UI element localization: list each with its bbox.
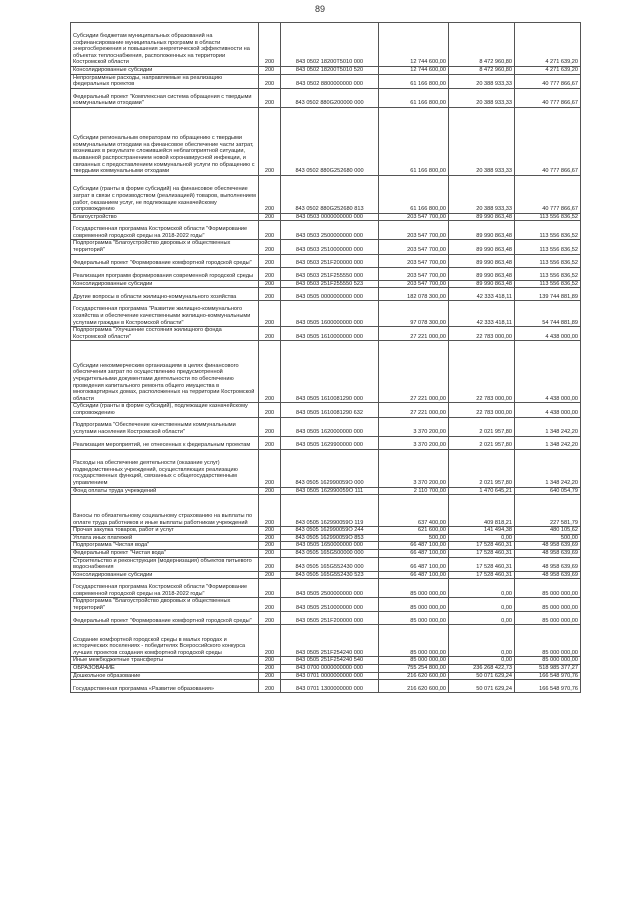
row-approved-cell: 500,00 bbox=[379, 534, 449, 542]
row-executed-cell: 17 528 460,31 bbox=[449, 542, 515, 550]
table-row bbox=[71, 267, 581, 280]
table-row bbox=[71, 557, 581, 571]
row-budget-code-cell: 843 0505 162990059О 111 bbox=[281, 487, 379, 495]
row-name-cell: Подпрограмма "Благоустройство дворовых и общественных территорий" bbox=[71, 598, 259, 612]
row-budget-code-cell: 843 0505 1620000000 000 bbox=[281, 417, 379, 436]
row-budget-code-cell: 843 0505 1610000000 000 bbox=[281, 327, 379, 341]
row-approved-cell: 27 221 000,00 bbox=[379, 341, 449, 403]
row-name-cell: Государственная программа Костромской области "Формирование современной городской среды на 2018-2022 годы" bbox=[71, 579, 259, 598]
table-row bbox=[71, 571, 581, 579]
row-approved-cell: 61 166 800,00 bbox=[379, 175, 449, 213]
row-line-code-cell: 200 bbox=[259, 680, 281, 693]
row-line-code-cell: 200 bbox=[259, 417, 281, 436]
table-row bbox=[71, 67, 581, 75]
row-budget-code-cell: 843 0701 1300000000 000 bbox=[281, 680, 379, 693]
row-budget-code-cell: 843 0505 162990059О 119 bbox=[281, 495, 379, 527]
row-remaining-cell: 48 958 639,69 bbox=[515, 571, 581, 579]
row-budget-code-cell: 843 0502 880G252680 813 bbox=[281, 175, 379, 213]
row-executed-cell: 50 071 629,24 bbox=[449, 672, 515, 680]
table-row bbox=[71, 74, 581, 88]
row-executed-cell: 42 333 418,11 bbox=[449, 288, 515, 301]
row-approved-cell: 203 547 700,00 bbox=[379, 221, 449, 240]
row-executed-cell: 0,00 bbox=[449, 612, 515, 625]
row-remaining-cell: 139 744 881,89 bbox=[515, 288, 581, 301]
row-line-code-cell: 200 bbox=[259, 327, 281, 341]
row-budget-code-cell: 843 0503 0000000000 000 bbox=[281, 213, 379, 221]
table-row bbox=[71, 612, 581, 625]
page-number: 89 bbox=[314, 4, 325, 14]
row-name-cell: Другие вопросы в области жилищно-коммунального хозяйства bbox=[71, 288, 259, 301]
table-row bbox=[71, 301, 581, 327]
row-remaining-cell: 113 556 836,52 bbox=[515, 240, 581, 254]
table-row bbox=[71, 579, 581, 598]
row-remaining-cell: 113 556 836,52 bbox=[515, 254, 581, 267]
row-approved-cell: 61 166 800,00 bbox=[379, 88, 449, 107]
row-line-code-cell: 200 bbox=[259, 495, 281, 527]
row-name-cell: Субсидии бюджетам муниципальных образований на софинансирование муниципальных программ в области энергосбережения и повышения энергетической эффективности на объектах теплоснабжения, расположенных на территории Костромской области bbox=[71, 23, 259, 67]
row-remaining-cell: 48 958 639,69 bbox=[515, 557, 581, 571]
row-line-code-cell: 200 bbox=[259, 288, 281, 301]
row-executed-cell: 2 021 957,80 bbox=[449, 436, 515, 449]
row-name-cell: Федеральный проект "Формирование комфортной городской среды" bbox=[71, 612, 259, 625]
row-approved-cell: 97 078 300,00 bbox=[379, 301, 449, 327]
row-name-cell: Консолидированные субсидии bbox=[71, 280, 259, 288]
row-executed-cell: 20 388 933,33 bbox=[449, 88, 515, 107]
table-row bbox=[71, 221, 581, 240]
row-remaining-cell: 85 000 000,00 bbox=[515, 612, 581, 625]
row-line-code-cell: 200 bbox=[259, 557, 281, 571]
row-line-code-cell: 200 bbox=[259, 527, 281, 535]
row-name-cell: ОБРАЗОВАНИЕ bbox=[71, 665, 259, 673]
row-remaining-cell: 1 348 242,20 bbox=[515, 436, 581, 449]
row-name-cell: Консолидированные субсидии bbox=[71, 571, 259, 579]
row-budget-code-cell: 843 0503 251F200000 000 bbox=[281, 254, 379, 267]
row-remaining-cell: 113 556 836,52 bbox=[515, 280, 581, 288]
row-executed-cell: 42 333 418,11 bbox=[449, 301, 515, 327]
row-line-code-cell: 200 bbox=[259, 254, 281, 267]
table-row bbox=[71, 527, 581, 535]
row-line-code-cell: 200 bbox=[259, 612, 281, 625]
row-executed-cell: 89 990 863,48 bbox=[449, 267, 515, 280]
row-executed-cell: 1 470 645,21 bbox=[449, 487, 515, 495]
row-executed-cell: 17 528 460,31 bbox=[449, 549, 515, 557]
row-approved-cell: 61 166 800,00 bbox=[379, 107, 449, 175]
row-remaining-cell: 4 438 000,00 bbox=[515, 327, 581, 341]
row-budget-code-cell: 843 0505 2510000000 000 bbox=[281, 598, 379, 612]
row-remaining-cell: 113 556 836,52 bbox=[515, 221, 581, 240]
row-name-cell: Государственная программа Костромской области "Формирование современной городской среды на 2018-2022 годы" bbox=[71, 221, 259, 240]
row-executed-cell: 89 990 863,48 bbox=[449, 221, 515, 240]
row-budget-code-cell: 843 0505 165G552430 000 bbox=[281, 557, 379, 571]
row-budget-code-cell: 843 0505 251F200000 000 bbox=[281, 612, 379, 625]
table-row bbox=[71, 534, 581, 542]
table-row bbox=[71, 417, 581, 436]
row-remaining-cell: 4 438 000,00 bbox=[515, 403, 581, 417]
row-budget-code-cell: 843 0502 8800000000 000 bbox=[281, 74, 379, 88]
row-remaining-cell: 85 000 000,00 bbox=[515, 598, 581, 612]
row-executed-cell: 50 071 629,24 bbox=[449, 680, 515, 693]
row-line-code-cell: 200 bbox=[259, 213, 281, 221]
table-row bbox=[71, 487, 581, 495]
row-line-code-cell: 200 bbox=[259, 657, 281, 665]
table-row bbox=[71, 403, 581, 417]
row-executed-cell: 17 528 460,31 bbox=[449, 571, 515, 579]
row-name-cell: Подпрограмма "Обеспечение качественными коммунальными услугами населения Костромской области" bbox=[71, 417, 259, 436]
row-line-code-cell: 200 bbox=[259, 487, 281, 495]
row-name-cell: Консолидированные субсидии bbox=[71, 67, 259, 75]
row-approved-cell: 2 110 700,00 bbox=[379, 487, 449, 495]
row-budget-code-cell: 843 0505 162990059О 244 bbox=[281, 527, 379, 535]
row-remaining-cell: 113 556 836,52 bbox=[515, 213, 581, 221]
row-executed-cell: 2 021 957,80 bbox=[449, 449, 515, 487]
row-remaining-cell: 113 556 836,52 bbox=[515, 267, 581, 280]
row-approved-cell: 203 547 700,00 bbox=[379, 213, 449, 221]
row-remaining-cell: 85 000 000,00 bbox=[515, 625, 581, 657]
table-row bbox=[71, 240, 581, 254]
row-budget-code-cell: 843 0505 251F254240 000 bbox=[281, 625, 379, 657]
row-name-cell: Уплата иных платежей bbox=[71, 534, 259, 542]
table-row bbox=[71, 175, 581, 213]
row-approved-cell: 85 000 000,00 bbox=[379, 625, 449, 657]
row-executed-cell: 0,00 bbox=[449, 657, 515, 665]
table-row bbox=[71, 436, 581, 449]
row-remaining-cell: 85 000 000,00 bbox=[515, 657, 581, 665]
row-name-cell: Субсидии некоммерческим организациям в целях финансового обеспечения затрат по осуществлению предусмотренной учредительными документами деятельности по обеспечению проведения капитального ремонта общего имущества в многоквартирных домах, расположенных на территории Костромской области bbox=[71, 341, 259, 403]
row-name-cell: Федеральный проект "Чистая вода" bbox=[71, 549, 259, 557]
row-line-code-cell: 200 bbox=[259, 672, 281, 680]
row-line-code-cell: 200 bbox=[259, 221, 281, 240]
row-name-cell: Фонд оплаты труда учреждений bbox=[71, 487, 259, 495]
row-line-code-cell: 200 bbox=[259, 571, 281, 579]
row-approved-cell: 85 000 000,00 bbox=[379, 579, 449, 598]
row-remaining-cell: 480 105,62 bbox=[515, 527, 581, 535]
row-name-cell: Расходы на обеспечение деятельности (оказание услуг) подведомственных учреждений, осуществляющих реализацию государственных функций, связанных с общегосударственным управлением bbox=[71, 449, 259, 487]
row-budget-code-cell: 843 0701 0000000000 000 bbox=[281, 672, 379, 680]
row-executed-cell: 22 783 000,00 bbox=[449, 327, 515, 341]
row-remaining-cell: 54 744 881,89 bbox=[515, 301, 581, 327]
row-remaining-cell: 4 271 639,20 bbox=[515, 23, 581, 67]
row-executed-cell: 20 388 933,33 bbox=[449, 107, 515, 175]
row-line-code-cell: 200 bbox=[259, 579, 281, 598]
row-remaining-cell: 48 958 639,69 bbox=[515, 549, 581, 557]
row-approved-cell: 203 547 700,00 bbox=[379, 280, 449, 288]
table-row bbox=[71, 280, 581, 288]
row-executed-cell: 0,00 bbox=[449, 625, 515, 657]
row-budget-code-cell: 843 0505 251F254240 540 bbox=[281, 657, 379, 665]
row-budget-code-cell: 843 0505 1610081290 632 bbox=[281, 403, 379, 417]
table-row bbox=[71, 23, 581, 67]
row-executed-cell: 89 990 863,48 bbox=[449, 213, 515, 221]
row-name-cell: Реализация программ формирования современной городской среды bbox=[71, 267, 259, 280]
row-line-code-cell: 200 bbox=[259, 341, 281, 403]
row-remaining-cell: 1 348 242,20 bbox=[515, 417, 581, 436]
row-line-code-cell: 200 bbox=[259, 449, 281, 487]
row-line-code-cell: 200 bbox=[259, 74, 281, 88]
row-approved-cell: 27 221 000,00 bbox=[379, 327, 449, 341]
row-remaining-cell: 40 777 866,67 bbox=[515, 74, 581, 88]
row-approved-cell: 85 000 000,00 bbox=[379, 612, 449, 625]
table-row bbox=[71, 327, 581, 341]
row-budget-code-cell: 843 0700 0000000000 000 bbox=[281, 665, 379, 673]
row-budget-code-cell: 843 0505 165G552430 523 bbox=[281, 571, 379, 579]
table-row bbox=[71, 549, 581, 557]
row-executed-cell: 17 528 460,31 bbox=[449, 557, 515, 571]
row-executed-cell: 409 818,21 bbox=[449, 495, 515, 527]
row-name-cell: Подпрограмма "Чистая вода" bbox=[71, 542, 259, 550]
row-line-code-cell: 200 bbox=[259, 67, 281, 75]
row-remaining-cell: 48 958 639,69 bbox=[515, 542, 581, 550]
row-approved-cell: 27 221 000,00 bbox=[379, 403, 449, 417]
row-approved-cell: 3 370 200,00 bbox=[379, 436, 449, 449]
row-line-code-cell: 200 bbox=[259, 542, 281, 550]
row-name-cell: Реализация мероприятий, не отнесенных к федеральным проектам bbox=[71, 436, 259, 449]
row-executed-cell: 0,00 bbox=[449, 579, 515, 598]
table-row bbox=[71, 288, 581, 301]
row-approved-cell: 182 078 300,00 bbox=[379, 288, 449, 301]
row-approved-cell: 755 254 800,00 bbox=[379, 665, 449, 673]
row-budget-code-cell: 843 0505 162990059О 853 bbox=[281, 534, 379, 542]
row-name-cell: Подпрограмма "Улучшение состояния жилищного фонда Костромской области" bbox=[71, 327, 259, 341]
row-budget-code-cell: 843 0503 251F255550 000 bbox=[281, 267, 379, 280]
row-line-code-cell: 200 bbox=[259, 280, 281, 288]
row-line-code-cell: 200 bbox=[259, 534, 281, 542]
table-row bbox=[71, 598, 581, 612]
table-row bbox=[71, 254, 581, 267]
table-row bbox=[71, 665, 581, 673]
row-name-cell: Создание комфортной городской среды в малых городах и исторических поселениях - победителях Всероссийского конкурса лучших проектов создания комфортной городской среды bbox=[71, 625, 259, 657]
row-executed-cell: 141 494,38 bbox=[449, 527, 515, 535]
table-row bbox=[71, 625, 581, 657]
table-row bbox=[71, 495, 581, 527]
row-name-cell: Государственная программа «Развитие образования» bbox=[71, 680, 259, 693]
row-remaining-cell: 4 271 639,20 bbox=[515, 67, 581, 75]
row-executed-cell: 89 990 863,48 bbox=[449, 254, 515, 267]
row-approved-cell: 203 547 700,00 bbox=[379, 240, 449, 254]
row-budget-code-cell: 843 0505 1610081290 000 bbox=[281, 341, 379, 403]
row-line-code-cell: 200 bbox=[259, 175, 281, 213]
row-approved-cell: 66 487 100,00 bbox=[379, 571, 449, 579]
row-approved-cell: 203 547 700,00 bbox=[379, 254, 449, 267]
row-approved-cell: 66 487 100,00 bbox=[379, 557, 449, 571]
row-budget-code-cell: 843 0505 1600000000 000 bbox=[281, 301, 379, 327]
row-approved-cell: 216 620 600,00 bbox=[379, 680, 449, 693]
row-budget-code-cell: 843 0505 165G500000 000 bbox=[281, 549, 379, 557]
row-remaining-cell: 166 548 970,76 bbox=[515, 672, 581, 680]
row-name-cell: Непрограммные расходы, направляемые на реализацию федеральных проектов bbox=[71, 74, 259, 88]
row-name-cell: Государственная программа "Развитие жилищно-коммунального хозяйства и обеспечение качественными жилищно-коммунальными услугами граждан в Костромской области" bbox=[71, 301, 259, 327]
row-line-code-cell: 200 bbox=[259, 665, 281, 673]
row-budget-code-cell: 843 0502 18200T5010 000 bbox=[281, 23, 379, 67]
row-approved-cell: 216 620 600,00 bbox=[379, 672, 449, 680]
row-executed-cell: 20 388 933,33 bbox=[449, 74, 515, 88]
row-remaining-cell: 500,00 bbox=[515, 534, 581, 542]
row-line-code-cell: 200 bbox=[259, 549, 281, 557]
table-row bbox=[71, 88, 581, 107]
row-budget-code-cell: 843 0505 2500000000 000 bbox=[281, 579, 379, 598]
row-approved-cell: 66 487 100,00 bbox=[379, 542, 449, 550]
row-remaining-cell: 40 777 866,67 bbox=[515, 107, 581, 175]
row-budget-code-cell: 843 0502 18200T5010 520 bbox=[281, 67, 379, 75]
row-name-cell: Иные межбюджетные трансферты bbox=[71, 657, 259, 665]
row-name-cell: Подпрограмма "Благоустройство дворовых и общественных территорий" bbox=[71, 240, 259, 254]
row-line-code-cell: 200 bbox=[259, 88, 281, 107]
row-name-cell: Субсидии региональным операторам по обращению с твердыми коммунальными отходами на финансовое обеспечение части затрат, возникших в результате сложившейся неблагоприятной ситуации, вызванной распространением новой коронавирусной инфекции, и связанных с предоставлением коммунальной услуги по обращению с твердыми коммунальными отходами bbox=[71, 107, 259, 175]
row-approved-cell: 3 370 200,00 bbox=[379, 417, 449, 436]
row-remaining-cell: 4 438 000,00 bbox=[515, 341, 581, 403]
table-row bbox=[71, 680, 581, 693]
row-budget-code-cell: 843 0505 1629900000 000 bbox=[281, 436, 379, 449]
row-approved-cell: 66 487 100,00 bbox=[379, 549, 449, 557]
row-name-cell: Субсидии (гранты в форме субсидий), подлежащие казначейскому сопровождению bbox=[71, 403, 259, 417]
row-name-cell: Прочая закупка товаров, работ и услуг bbox=[71, 527, 259, 535]
row-approved-cell: 61 166 800,00 bbox=[379, 74, 449, 88]
row-executed-cell: 20 388 933,33 bbox=[449, 175, 515, 213]
row-executed-cell: 89 990 863,48 bbox=[449, 240, 515, 254]
row-approved-cell: 203 547 700,00 bbox=[379, 267, 449, 280]
row-approved-cell: 85 000 000,00 bbox=[379, 657, 449, 665]
row-name-cell: Дошкольное образование bbox=[71, 672, 259, 680]
row-approved-cell: 3 370 200,00 bbox=[379, 449, 449, 487]
row-executed-cell: 236 268 422,73 bbox=[449, 665, 515, 673]
row-line-code-cell: 200 bbox=[259, 598, 281, 612]
table-row bbox=[71, 449, 581, 487]
row-name-cell: Взносы по обязательному социальному страхованию на выплаты по оплате труда работников и иные выплаты работникам учреждений bbox=[71, 495, 259, 527]
row-line-code-cell: 200 bbox=[259, 403, 281, 417]
row-name-cell: Федеральный проект "Формирование комфортной городской среды" bbox=[71, 254, 259, 267]
row-executed-cell: 0,00 bbox=[449, 534, 515, 542]
row-executed-cell: 22 783 000,00 bbox=[449, 341, 515, 403]
row-remaining-cell: 640 054,79 bbox=[515, 487, 581, 495]
row-budget-code-cell: 843 0503 251F255550 523 bbox=[281, 280, 379, 288]
row-budget-code-cell: 843 0503 2510000000 000 bbox=[281, 240, 379, 254]
table-row bbox=[71, 542, 581, 550]
row-executed-cell: 0,00 bbox=[449, 598, 515, 612]
row-budget-code-cell: 843 0503 2500000000 000 bbox=[281, 221, 379, 240]
row-approved-cell: 12 744 600,00 bbox=[379, 67, 449, 75]
row-line-code-cell: 200 bbox=[259, 240, 281, 254]
row-remaining-cell: 40 777 866,67 bbox=[515, 175, 581, 213]
row-line-code-cell: 200 bbox=[259, 107, 281, 175]
row-line-code-cell: 200 bbox=[259, 301, 281, 327]
row-line-code-cell: 200 bbox=[259, 625, 281, 657]
row-remaining-cell: 166 548 970,76 bbox=[515, 680, 581, 693]
row-line-code-cell: 200 bbox=[259, 23, 281, 67]
row-name-cell: Федеральный проект "Комплексная система обращения с твердыми коммунальными отходами" bbox=[71, 88, 259, 107]
row-executed-cell: 89 990 863,48 bbox=[449, 280, 515, 288]
table-row bbox=[71, 657, 581, 665]
row-approved-cell: 637 400,00 bbox=[379, 495, 449, 527]
row-executed-cell: 8 472 960,80 bbox=[449, 23, 515, 67]
row-executed-cell: 8 472 960,80 bbox=[449, 67, 515, 75]
row-budget-code-cell: 843 0505 162990059О 000 bbox=[281, 449, 379, 487]
row-remaining-cell: 518 985 377,27 bbox=[515, 665, 581, 673]
row-budget-code-cell: 843 0505 0000000000 000 bbox=[281, 288, 379, 301]
row-budget-code-cell: 843 0505 1650000000 000 bbox=[281, 542, 379, 550]
table-row bbox=[71, 107, 581, 175]
row-name-cell: Благоустройство bbox=[71, 213, 259, 221]
row-name-cell: Строительство и реконструкция (модернизация) объектов питьевого водоснабжения bbox=[71, 557, 259, 571]
row-approved-cell: 12 744 600,00 bbox=[379, 23, 449, 67]
row-approved-cell: 85 000 000,00 bbox=[379, 598, 449, 612]
row-budget-code-cell: 843 0502 880G200000 000 bbox=[281, 88, 379, 107]
table-row bbox=[71, 213, 581, 221]
row-budget-code-cell: 843 0502 880G252680 000 bbox=[281, 107, 379, 175]
row-remaining-cell: 40 777 866,67 bbox=[515, 88, 581, 107]
row-name-cell: Субсидии (гранты в форме субсидий) на финансовое обеспечение затрат в связи с производством (реализацией) товаров, выполнением работ, оказанием услуг, не подлежащие казначейскому сопровождению bbox=[71, 175, 259, 213]
row-executed-cell: 22 783 000,00 bbox=[449, 403, 515, 417]
row-executed-cell: 2 021 957,80 bbox=[449, 417, 515, 436]
budget-execution-table bbox=[70, 22, 581, 693]
row-line-code-cell: 200 bbox=[259, 436, 281, 449]
row-remaining-cell: 227 581,79 bbox=[515, 495, 581, 527]
row-remaining-cell: 85 000 000,00 bbox=[515, 579, 581, 598]
row-remaining-cell: 1 348 242,20 bbox=[515, 449, 581, 487]
row-approved-cell: 621 600,00 bbox=[379, 527, 449, 535]
table-row bbox=[71, 672, 581, 680]
table-body bbox=[71, 23, 581, 693]
table-row bbox=[71, 341, 581, 403]
row-line-code-cell: 200 bbox=[259, 267, 281, 280]
